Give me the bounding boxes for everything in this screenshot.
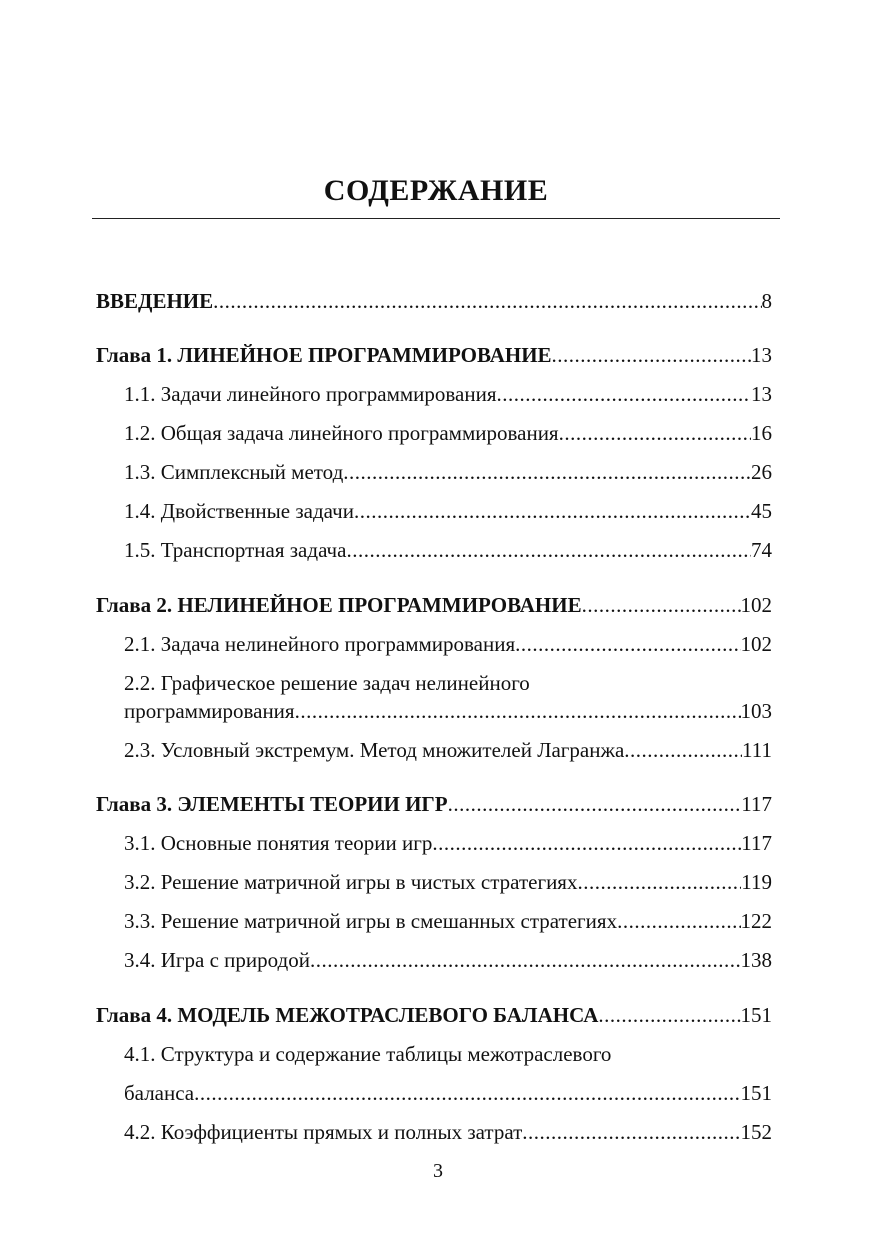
toc-chapter-label: Глава 4. МОДЕЛЬ МЕЖОТРАСЛЕВОГО БАЛАНСА	[96, 1003, 599, 1027]
toc-chapter-3[interactable]	[96, 791, 772, 817]
toc-section-label: 1.3. Симплексный метод	[124, 460, 344, 484]
dot-leader	[448, 791, 742, 817]
toc-chapter-2[interactable]	[96, 592, 772, 618]
toc-page-number: 151	[740, 1081, 772, 1105]
dot-leader	[617, 908, 740, 934]
toc-section-4-1[interactable]	[124, 1080, 772, 1106]
toc-chapter-label: Глава 1. ЛИНЕЙНОЕ ПРОГРАММИРОВАНИЕ	[96, 343, 552, 367]
dot-leader	[432, 830, 741, 856]
dot-leader	[515, 631, 740, 657]
toc-section-2-2[interactable]	[124, 698, 772, 724]
toc-section-label: 4.2. Коэффициенты прямых и полных затрат	[124, 1120, 523, 1144]
toc-section-label: 3.2. Решение матричной игры в чистых стратегиях	[124, 870, 578, 894]
dot-leader	[346, 537, 751, 563]
toc-page-number: 138	[740, 948, 772, 972]
toc-page-number: 102	[740, 632, 772, 656]
toc-section-1-1[interactable]	[124, 381, 772, 407]
dot-leader	[295, 698, 741, 724]
toc-section-3-4[interactable]	[124, 947, 772, 973]
toc-section-label: программирования	[124, 699, 295, 723]
dot-leader	[213, 288, 761, 314]
dot-leader	[310, 947, 741, 973]
toc-section-label: 1.2. Общая задача линейного программирования	[124, 421, 559, 445]
toc-section-1-5[interactable]	[124, 537, 772, 563]
toc-page-number: 111	[742, 738, 772, 762]
toc-page-number: 13	[751, 382, 772, 406]
toc-page-number: 102	[740, 593, 772, 617]
toc-section-2-3[interactable]	[124, 737, 772, 763]
toc-page-number: 45	[751, 499, 772, 523]
toc-page-number: 74	[751, 538, 772, 562]
dot-leader	[552, 342, 751, 368]
toc-page-number: 26	[751, 460, 772, 484]
dot-leader	[559, 420, 751, 446]
toc-section-label: 3.4. Игра с природой	[124, 948, 310, 972]
toc-section-label: 1.4. Двойственные задачи	[124, 499, 354, 523]
toc-page-number: 117	[741, 831, 772, 855]
toc-section-1-3[interactable]	[124, 459, 772, 485]
toc-section-label: 3.1. Основные понятия теории игр	[124, 831, 433, 855]
dot-leader	[496, 381, 751, 407]
toc-section-3-3[interactable]	[124, 908, 772, 934]
toc-chapter-1[interactable]	[96, 342, 772, 368]
toc-page-number: 152	[740, 1120, 772, 1144]
toc-page-number: 151	[740, 1003, 772, 1027]
toc-section-label: 1.1. Задачи линейного программирования	[124, 382, 497, 406]
toc-section-3-1[interactable]	[124, 830, 772, 856]
toc-chapter-label: Глава 3. ЭЛЕМЕНТЫ ТЕОРИИ ИГР	[96, 792, 448, 816]
toc-section-label: 3.3. Решение матричной игры в смешанных стратегиях	[124, 909, 618, 933]
toc-section-label: 2.3. Условный экстремум. Метод множителей Лагранжа	[124, 738, 625, 762]
toc-entry-label: ВВЕДЕНИЕ	[96, 289, 214, 313]
dot-leader	[522, 1119, 740, 1145]
toc-page-number: 117	[741, 792, 772, 816]
page-title: СОДЕРЖАНИЕ	[323, 174, 549, 207]
toc-chapter-4[interactable]	[96, 1002, 772, 1028]
toc-section-4-1-first-line[interactable]: 4.1. Структура и содержание таблицы межотраслевого	[124, 1042, 612, 1066]
toc-page-number: 119	[741, 870, 772, 894]
toc-section-1-4[interactable]	[124, 498, 772, 524]
toc-entry-introduction[interactable]	[96, 288, 772, 314]
dot-leader	[582, 592, 741, 618]
toc-chapter-label: Глава 2. НЕЛИНЕЙНОЕ ПРОГРАММИРОВАНИЕ	[96, 593, 582, 617]
toc-section-label: баланса	[124, 1081, 195, 1105]
toc-section-4-2[interactable]	[124, 1119, 772, 1145]
toc-section-label: 2.1. Задача нелинейного программирования	[124, 632, 516, 656]
dot-leader	[354, 498, 751, 524]
dot-leader	[194, 1080, 740, 1106]
toc-page-number: 13	[751, 343, 772, 367]
dot-leader	[624, 737, 742, 763]
toc-page-number: 103	[740, 699, 772, 723]
dot-leader	[343, 459, 751, 485]
toc-section-2-2-first-line[interactable]: 2.2. Графическое решение задач нелинейного	[124, 671, 530, 695]
dot-leader	[577, 869, 741, 895]
toc-page-number: 16	[751, 421, 772, 445]
toc-section-2-1[interactable]	[124, 631, 772, 657]
toc-page-number: 8	[761, 289, 772, 313]
toc-section-1-2[interactable]	[124, 420, 772, 446]
toc-section-3-2[interactable]	[124, 869, 772, 895]
toc-page-number: 122	[740, 909, 772, 933]
dot-leader	[598, 1002, 740, 1028]
toc-section-label: 1.5. Транспортная задача	[124, 538, 347, 562]
page-number: 3	[433, 1160, 443, 1182]
title-divider	[92, 218, 780, 219]
